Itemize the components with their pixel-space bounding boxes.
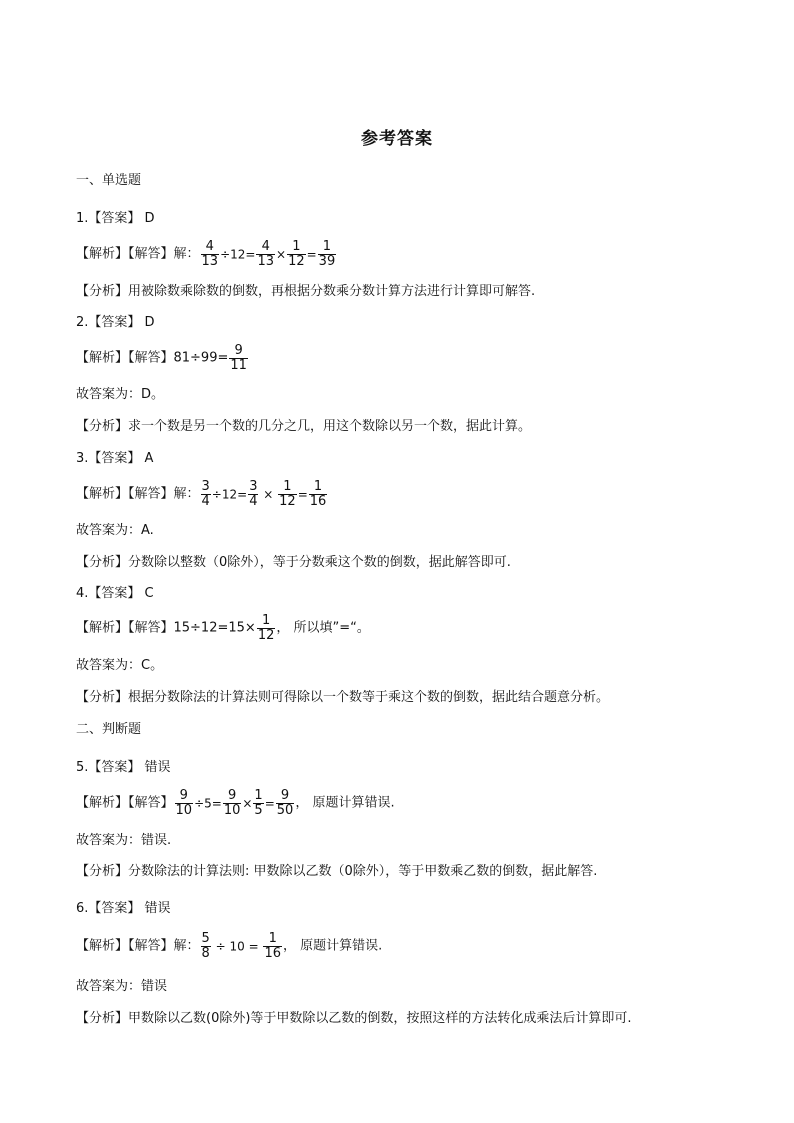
page-title: 参考答案 [361,129,433,149]
q5-fraction-2: $\frac{9}{10}$ [223,788,241,818]
q3-conclusion: 故答案为：A. [76,523,154,538]
q5-fraction-1: $\frac{9}{10}$ [175,788,193,818]
q3-analysis: 【分析】分数除以整数（0除外），等于分数乘这个数的倒数，据此解答即可. [76,555,511,570]
q3-fraction-2: $\frac{3}{4}$ [249,479,258,509]
q4-analysis: 【分析】根据分数除法的计算法则可得除以一个数等于乘这个数的倒数，据此结合题意分析。 [76,690,610,705]
q5-explanation: 【解析】【解答】 $\frac{9}{10}$ ÷5= $\frac{9}{10}$ × $\frac{1}{5}$ = $\frac{9}{50}$ ， 原题计算错误. [76,788,395,818]
section-true-false: 二、判断题 [76,722,142,737]
q5-answer: 5.【答案】 错误 [76,760,171,775]
q1-fraction-3: $\frac{1}{12}$ [288,239,305,269]
q1-explanation: 【解析】【解答】解： $\frac{4}{13}$ ÷12= $\frac{4}{13}$ × $\frac{1}{12}$ = $\frac{1}{39}$ [76,239,336,269]
q6-analysis: 【分析】甲数除以乙数(0除外)等于甲数除以乙数的倒数，按照这样的方法转化成乘法后计算即可. [76,1011,632,1026]
q1-analysis: 【分析】用被除数乘除数的倒数，再根据分数乘分数计算方法进行计算即可解答. [76,284,536,299]
q1-explanation-prefix: 【解析】【解答】解： [76,246,200,262]
q1-fraction-1: $\frac{4}{13}$ [201,239,219,269]
q6-answer: 6.【答案】 错误 [76,901,171,916]
section-single-choice: 一、单选题 [76,173,142,188]
q6-fraction-2: $\frac{1}{16}$ [264,931,281,961]
q6-explanation: 【解析】【解答】解： $\frac{5}{8}$ ÷ 10 = $\frac{1}{16}$ ， 原题计算错误. [76,931,383,961]
q4-conclusion: 故答案为：C。 [76,658,164,673]
q5-fraction-4: $\frac{9}{50}$ [276,788,294,818]
q3-fraction-3: $\frac{1}{12}$ [279,479,296,509]
q6-conclusion: 故答案为：错误 [76,979,168,994]
q2-explanation: 【解析】【解答】81÷99= $\frac{9}{11}$ [76,343,247,373]
q2-conclusion: 故答案为：D。 [76,387,165,402]
q1-fraction-4: $\frac{1}{39}$ [318,239,336,269]
q3-fraction-4: $\frac{1}{16}$ [309,479,327,509]
q2-analysis: 【分析】求一个数是另一个数的几分之几，用这个数除以另一个数，据此计算。 [76,419,532,434]
q1-answer: 1.【答案】 D [76,211,155,226]
q3-fraction-1: $\frac{3}{4}$ [201,479,210,509]
q1-fraction-2: $\frac{4}{13}$ [257,239,274,269]
q4-answer: 4.【答案】 C [76,586,154,601]
q5-fraction-3: $\frac{1}{5}$ [254,788,263,818]
q2-fraction-1: $\frac{9}{11}$ [230,343,247,373]
q5-analysis: 【分析】分数除法的计算法则: 甲数除以乙数（0除外），等于甲数乘乙数的倒数，据此解答. [76,864,598,879]
q5-conclusion: 故答案为：错误. [76,833,172,848]
q4-explanation: 【解析】【解答】15÷12=15× $\frac{1}{12}$ ， 所以填”=“。 [76,613,370,643]
q4-fraction-1: $\frac{1}{12}$ [257,613,275,643]
q3-answer: 3.【答案】 A [76,451,154,466]
q6-fraction-1: $\frac{5}{8}$ [201,931,210,961]
q3-explanation: 【解析】【解答】解： $\frac{3}{4}$ ÷12= $\frac{3}{4}$ × $\frac{1}{12}$ = $\frac{1}{16}$ [76,479,327,509]
q2-answer: 2.【答案】 D [76,315,155,330]
